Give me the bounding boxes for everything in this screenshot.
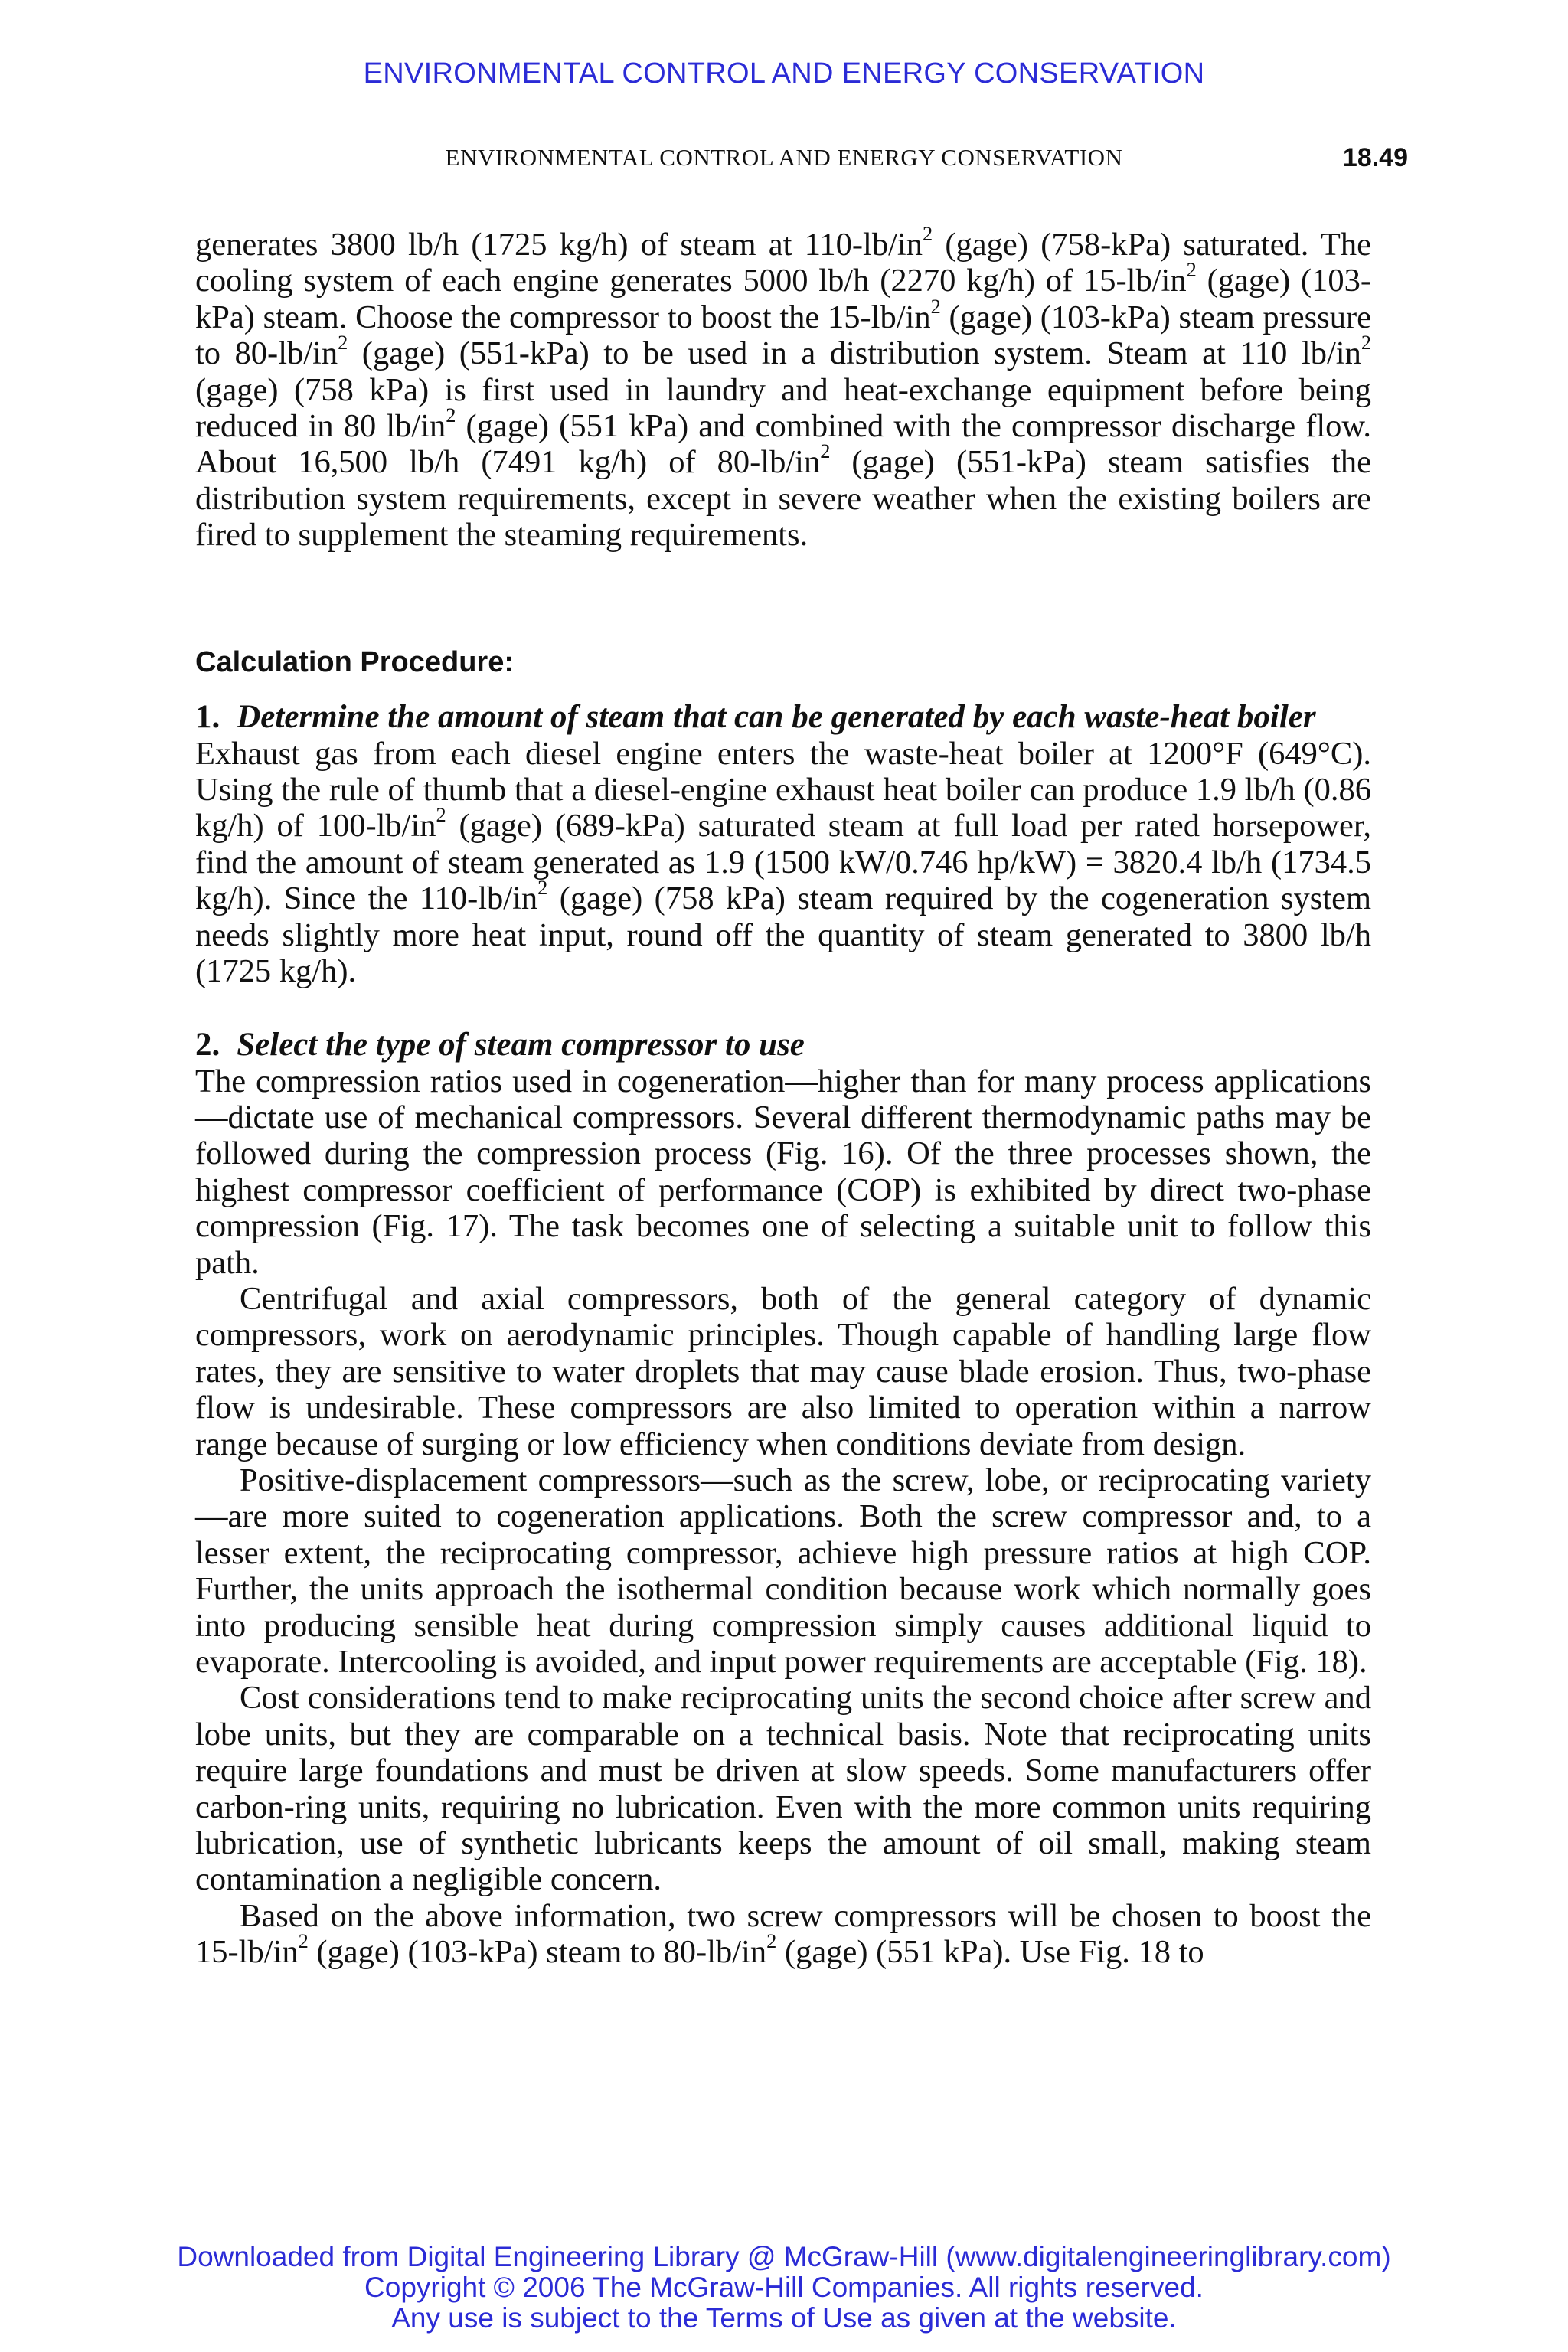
body-text <box>195 222 1371 1971</box>
footer <box>0 2242 1568 2334</box>
step-2-paragraph-1: The compression ratios used in cogeneration—higher than for many process applications—dictate use of mechanical compressors. Several different thermodynamic paths may be followed during the compression process (Fig. 16). Of the three processes shown, the highest compressor coefficient of performance (COP) is exhibited by direct two-phase compression (Fig. 17). The task becomes one of selecting a suitable unit to follow this path. <box>195 1063 1371 1281</box>
step-2-paragraph-3: Positive-displacement compressors—such as the screw, lobe, or reciprocating variety—are more suited to cogeneration applications. Both the screw compressor and, to a lesser extent, the reciprocating compressor, achieve high pressure ratios at high COP. Further, the units approach the isothermal condition because work which normally goes into producing sensible heat during compression simply causes additional liquid to evaporate. Intercooling is avoided, and input power requirements are acceptable (Fig. 18). <box>195 1462 1371 1680</box>
running-header-title: ENVIRONMENTAL CONTROL AND ENERGY CONSERVATION <box>445 144 1123 171</box>
step-1-heading: 1. Determine the amount of steam that can be generated by each waste-heat boiler <box>195 698 1316 735</box>
step-1-paragraph: Exhaust gas from each diesel engine enters the waste-heat boiler at 1200°F (649°C). Using the rule of thumb that a diesel-engine exhaust heat boiler can produce 1.9 lb/h (0.86 kg/h) of $100-lb/in^2$ (gage) (689-kPa) saturated steam at full load per rated horsepower, find the amount of steam generated as 1.9 (1500 kW/0.746 hp/kW) = 3820.4 lb/h (1734.5 kg/h). Since the $110-lb/in^2$ (gage) (758 kPa) steam required by the cogeneration system needs slightly more heat input, round off the quantity of steam generated to 3800 lb/h (1725 kg/h). <box>195 735 1371 990</box>
intro-paragraph: generates 3800 lb/h (1725 kg/h) of steam at $110-lb/in^2$ (gage) (758-kPa) saturated. The cooling system of each engine generates 5000 lb/h (2270 kg/h) of $15-lb/in^2$ (gage) (103-kPa) steam. Choose the compressor to boost the $15-lb/in^2$ (gage) (103-kPa) steam pressure to $80-lb/in^2$ (gage) (551-kPa) to be used in a distribution system. Steam at 110 $lb/in^2$ (gage) (758 kPa) is first used in laundry and heat-exchange equipment before being reduced in 80 $lb/in^2$ (gage) (551 kPa) and combined with the compressor discharge flow. About 16,500 lb/h (7491 kg/h) of $80-lb/in^2$ (gage) (551-kPa) steam satisfies the distribution system requirements, except in severe weather when the existing boilers are fired to supplement the steaming requirements. <box>195 222 1371 554</box>
section-heading: Calculation Procedure: <box>195 645 514 678</box>
footer-copyright: Copyright © 2006 The McGraw-Hill Companies. All rights reserved. <box>364 2272 1204 2303</box>
step-2-paragraph-2: Centrifugal and axial compressors, both of the general category of dynamic compressors, work on aerodynamic principles. Though capable of handling large flow rates, they are sensitive to water droplets that may cause blade erosion. Thus, two-phase flow is undesirable. These compressors are also limited to operation within a narrow range because of surging or low efficiency when conditions deviate from design. <box>195 1280 1371 1462</box>
top-link[interactable]: ENVIRONMENTAL CONTROL AND ENERGY CONSERVATION <box>363 57 1205 90</box>
page-number: 18.49 <box>1342 143 1408 172</box>
step-2-paragraph-5: Based on the above information, two screw compressors will be chosen to boost the $15-lb/in^2$ (gage) (103-kPa) steam to $80-lb/in^2$ (gage) (551 kPa). Use Fig. 18 to <box>195 1897 1371 1971</box>
step-2-heading: 2. Select the type of steam compressor to use <box>195 1026 805 1063</box>
footer-download-link[interactable]: Downloaded from Digital Engineering Library @ McGraw-Hill (www.digitalengineeringlibrary.com) <box>177 2241 1391 2272</box>
footer-terms-link[interactable]: Any use is subject to the Terms of Use as given at the website. <box>391 2302 1177 2334</box>
step-2-paragraph-4: Cost considerations tend to make reciprocating units the second choice after screw and lobe units, but they are comparable on a technical basis. Note that reciprocating units require large foundations and must be driven at slow speeds. Some manufacturers offer carbon-ring units, requiring no lubrication. Even with the more common units requiring lubrication, use of synthetic lubricants keeps the amount of oil small, making steam contamination a negligible concern. <box>195 1680 1371 1898</box>
running-header <box>195 139 1408 176</box>
